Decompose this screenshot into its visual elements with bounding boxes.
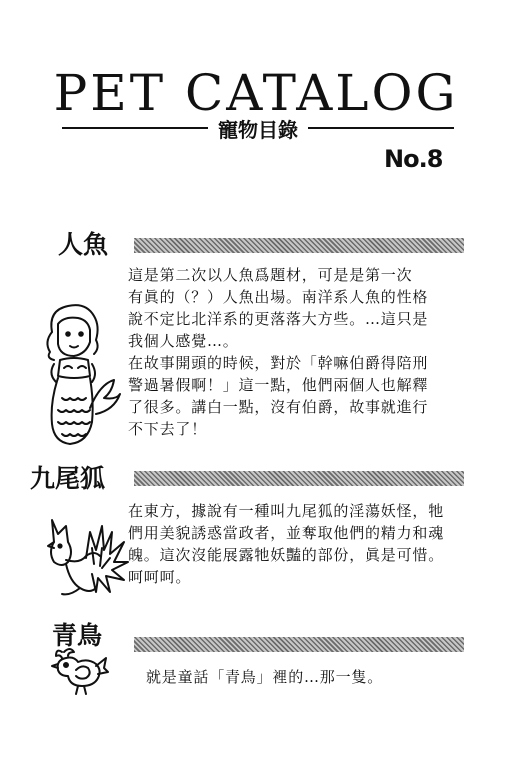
subtitle: 寵物目錄 <box>218 117 298 142</box>
section-title-mermaid: 人魚 <box>58 230 109 259</box>
text-line: 在東方，據說有一種叫九尾狐的淫蕩妖怪，牠 <box>128 502 445 520</box>
text-line: 就是童話「青鳥」裡的…那一隻。 <box>146 668 384 686</box>
text-line: 了很多。講白一點，沒有伯爵，故事就進行 <box>128 398 429 416</box>
text-line: 呵呵呵。 <box>128 568 192 586</box>
text-line: 不下去了！ <box>128 420 208 438</box>
mermaid-icon <box>34 302 124 452</box>
page-title: PET CATALOG <box>53 64 459 122</box>
text-line: 我個人感覺…。 <box>128 332 239 350</box>
nine-tailed-fox-icon <box>40 512 130 602</box>
text-line: 魄。這次沒能展露牠妖豔的部份，眞是可惜。 <box>128 546 445 564</box>
section-title-bluebird: 青鳥 <box>52 621 103 650</box>
text-line: 警過暑假啊！」這一點，他們兩個人也解釋 <box>128 376 429 394</box>
text-line: 有眞的（？）人魚出場。南洋系人魚的性格 <box>128 288 429 306</box>
paragraph-nine-tailed-fox <box>128 500 473 588</box>
bluebird-icon <box>52 646 108 696</box>
paragraph-bluebird <box>146 666 491 688</box>
text-line: 在故事開頭的時候，對於「幹嘛伯爵得陪刑 <box>128 354 429 372</box>
rule-right <box>308 127 454 129</box>
section-title-nine-tailed-fox: 九尾狐 <box>30 464 106 493</box>
text-line: 說不定比北洋系的更落落大方些。…這只是 <box>128 310 429 328</box>
rule-left <box>62 127 208 129</box>
text-line: 們用美貌誘惑當政者，並奪取他們的精力和魂 <box>128 524 445 542</box>
issue-number: No.8 <box>384 145 443 173</box>
section-divider-nine-tailed-fox <box>134 471 464 486</box>
section-divider-bluebird <box>134 637 464 652</box>
paragraph-mermaid <box>128 264 473 440</box>
section-divider-mermaid <box>134 238 464 253</box>
text-line: 這是第二次以人魚爲題材，可是是第一次 <box>128 266 413 284</box>
subtitle-row <box>62 116 454 140</box>
